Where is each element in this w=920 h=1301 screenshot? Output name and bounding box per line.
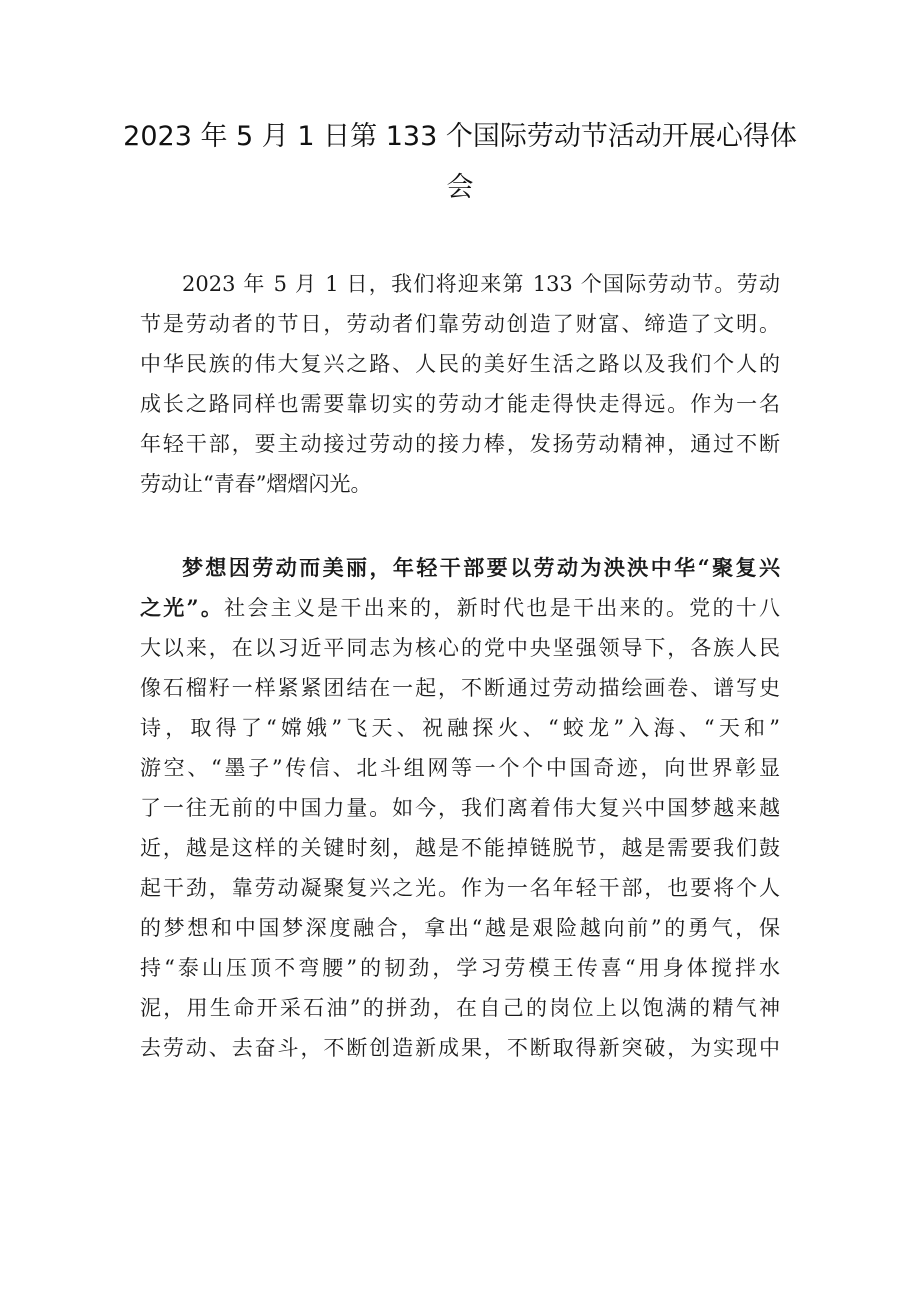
paragraph-dream-line-9: 起干劲，靠劳动凝聚复兴之光。作为一名年轻干部，也要将个人	[140, 876, 780, 900]
paragraph-dream-line-11: 持“泰山压顶不弯腰”的韧劲，学习劳模王传喜“用身体搅拌水	[140, 956, 780, 980]
paragraph-intro-line-5: 年轻干部，要主动接过劳动的接力棒，发扬劳动精神，通过不断	[140, 432, 780, 456]
paragraph-intro-line-1: 2023 年 5 月 1 日，我们将迎来第 133 个国际劳动节。劳动	[182, 272, 780, 296]
paragraph-dream-heading-line-1: 梦想因劳动而美丽，年轻干部要以劳动为泱泱中华“聚复兴	[182, 555, 780, 580]
paragraph-dream-line-4: 像石榴籽一样紧紧团结在一起，不断通过劳动描绘画卷、谱写史	[140, 676, 780, 700]
paragraph-dream-line-6: 游空、“墨子”传信、北斗组网等一个个中国奇迹，向世界彰显	[140, 756, 780, 780]
paragraph-dream-line-8: 近，越是这样的关键时刻，越是不能掉链脱节，越是需要我们鼓	[140, 836, 780, 860]
paragraph-dream-heading-line-2: 之光”。	[140, 595, 225, 620]
paragraph-dream	[140, 548, 780, 1068]
paragraph-dream-line-3: 大以来，在以习近平同志为核心的党中央坚强领导下，各族人民	[140, 636, 780, 660]
paragraph-dream-line-2-text: 社会主义是干出来的，新时代也是干出来的。党的十八	[224, 596, 780, 620]
document-title-line-2: 会	[446, 172, 474, 203]
paragraph-intro-line-6: 劳动让“青春”熠熠闪光。	[140, 472, 372, 496]
paragraph-intro-line-4: 成长之路同样也需要靠切实的劳动才能走得快走得远。作为一名	[140, 392, 780, 416]
paragraph-dream-line-12: 泥，用生命开采石油”的拼劲，在自己的岗位上以饱满的精气神	[140, 996, 780, 1020]
paragraph-dream-line-10: 的梦想和中国梦深度融合，拿出“越是艰险越向前”的勇气，保	[140, 916, 780, 940]
document-title-line-1: 2023 年 5 月 1 日第 133 个国际劳动节活动开展心得体	[123, 121, 797, 152]
paragraph-dream-line-2	[140, 588, 780, 628]
paragraph-intro-line-2: 节是劳动者的节日，劳动者们靠劳动创造了财富、缔造了文明。	[140, 312, 780, 336]
paragraph-dream-line-7: 了一往无前的中国力量。如今，我们离着伟大复兴中国梦越来越	[140, 796, 780, 820]
paragraph-intro-line-3: 中华民族的伟大复兴之路、人民的美好生活之路以及我们个人的	[140, 352, 780, 376]
paragraph-dream-line-13: 去劳动、去奋斗，不断创造新成果，不断取得新突破，为实现中	[140, 1036, 780, 1060]
paragraph-dream-line-5: 诗，取得了“嫦娥”飞天、祝融探火、“蛟龙”入海、“天和”	[140, 716, 780, 740]
paragraph-intro	[140, 264, 780, 504]
